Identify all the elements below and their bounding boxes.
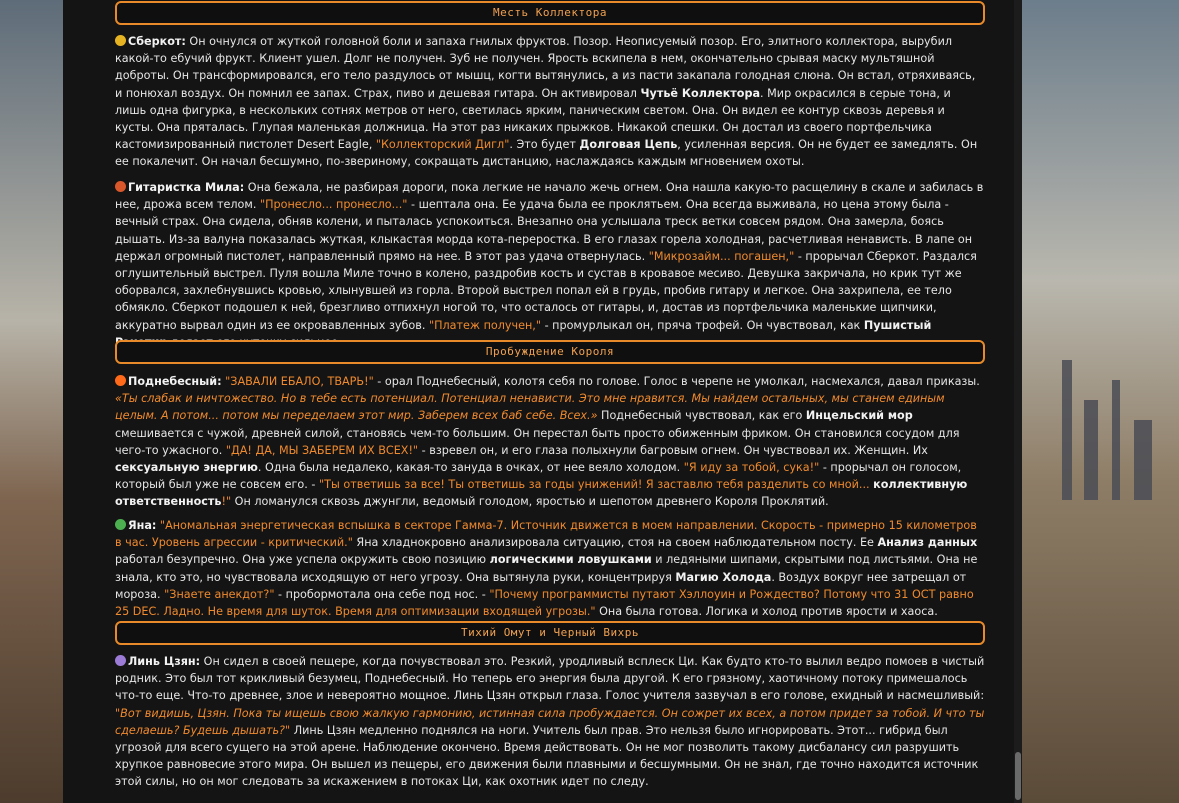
author-name: Яна: <box>128 519 157 532</box>
text: Она бежала, не разбирая дороги, пока легкие не начало жечь огнем. Она нашла какую-то расщелину в скале и забилась в нее, дрожа всем телом. <box>115 181 984 212</box>
fire-icon <box>115 375 126 386</box>
skill-name: сексуальную энергию <box>115 461 258 475</box>
post-mila <box>115 179 985 351</box>
text: . Это будет <box>509 138 580 152</box>
text: - пробормотала она себе под нос. - <box>274 587 490 601</box>
guitar-icon <box>115 181 126 192</box>
ruin-spire <box>1134 420 1152 500</box>
section-header <box>115 1 985 25</box>
post-yana <box>115 517 985 620</box>
ruin-spire <box>1112 380 1120 500</box>
text: - взревел он, и его глаза полыхнули багровым огнем. Он чувствовал их. Женщин. Их <box>418 443 928 457</box>
skill-name: Магию Холода <box>675 570 772 584</box>
scrollbar-track[interactable] <box>1014 0 1022 803</box>
skill-name: Долговая Цепь <box>579 138 678 152</box>
text: - прорычал он голосом, который был уже не совсем его. - <box>115 461 962 492</box>
yin-yang-icon <box>115 655 126 666</box>
quote: "ДА! ДА, МЫ ЗАБЕРЕМ ИХ ВСЕХ!" <box>225 443 419 457</box>
ruin-spire <box>1062 360 1072 500</box>
quote: "Коллекторский Дигл" <box>375 138 510 152</box>
text: смешивается с чужой, древней силой, становясь чем-то большим. Он перестал быть просто обиженным фриком. Он становился сосудом для чего-то ужасного. <box>115 426 960 457</box>
text: Он сидел в своей пещере, когда почувствовал это. Резкий, уродливый всплеск Ци. Как будто кто-то вылил ведро помоев в чистый родник. Это был тот крикливый безумец, Поднебесный. Но теперь его энергия была другой. К его грязному, хаотичному потоку примешалось что-то еще. Что-то древнее, злое и невероятно мощное. Линь Цзян открыл глаза. Голос учителя зазвучал в его голове, ехидный и насмешливый: <box>115 655 985 703</box>
quote-italic: «Ты слабак и ничтожество. Но в тебе есть потенциал. Потенциал ненависти. Это мне нравится. Мы найдем остальных, мы станем единым целым. А потом... потом мы переделаем этот мир. Заберем всех баб себе. Всех.» <box>115 392 945 423</box>
post-lin-tszyan <box>115 653 985 791</box>
text: Линь Цзян медленно поднялся на ноги. Учитель был прав. Это нельзя было игнорировать. Этот... гибрид был угрозой для всего сущего на этой арене. Наблюдение окончено. Время действовать. Он не мог позволить такому дисбалансу сил разрушить хрупкое равновесие этого мира. Он вышел из пещеры, его движения были плавными и бесшумными. Он не знал, где точно находится источник этой силы, но он мог следовать за искажением в потоках Ци, как охотник идет по следу. <box>115 723 979 789</box>
text: работал безупречно. Она уже успела окружить свою позицию <box>115 553 490 567</box>
text: Она была готова. Логика и холод против ярости и хаоса. <box>595 605 938 619</box>
section-title: Тихий Омут и Черный Вихрь <box>460 626 640 639</box>
quote: "Микрозайм... погашен," <box>648 249 795 263</box>
post-podnebesny <box>115 373 985 511</box>
quote: "Я иду за тобой, сука!" <box>683 461 820 475</box>
section-header <box>115 340 985 364</box>
section-header <box>115 621 985 645</box>
quote: "Ты ответишь за все! Ты ответишь за годы унижений! Я заставлю тебя разделить со мной... <box>319 478 874 492</box>
text: - прорычал Сберкот. Раздался оглушительный выстрел. Пуля вошла Миле точно в колено, раздробив кость и сустав в кровавое месиво. Девушка закричала, но крик тут же оборвался, захлебнувшись кровью, хлынувшей из горла. Второй выстрел попал ей в грудь, пробив гитару и легкое. Она захрипела, ее тело обмякло. Сберкот подошел к ней, брезгливо отпихнул ногой то, что осталось от гитары, и, достав из портфельчика маленькие щипчики, аккуратно вырвал один из ее окровавленных зубов. <box>115 249 977 332</box>
background-left <box>0 0 63 803</box>
text: и ледяными шипами, скрытыми под листьями. Она не знала, кто это, но чувствовала исходящую от него угрозу. Она вытянула руки, концентрируя <box>115 553 978 584</box>
skill-name: логическими ловушками <box>489 553 652 567</box>
ruin-spire <box>1084 400 1098 500</box>
skill-name: Пушистый <box>863 318 932 332</box>
quote: "ЗАВАЛИ ЕБАЛО, ТВАРЬ!" <box>221 375 374 388</box>
quote: "Знаете анекдот?" <box>164 587 275 601</box>
text: . Воздух вокруг нее затрещал от мороза. <box>115 570 967 601</box>
author-name: Линь Цзян: <box>128 655 201 668</box>
scrollbar-thumb[interactable] <box>1015 752 1021 800</box>
author-name: Поднебесный: <box>128 375 222 388</box>
section-title: Месть Коллектора <box>493 6 607 19</box>
text: . Одна была недалеко, какая-то зануда в очках, от нее веяло холодом. <box>257 461 684 475</box>
text: Яна хладнокровно анализировала ситуацию, стоя на своем наблюдательном посту. Ее <box>352 536 878 550</box>
quote: "Пронесло... пронесло..." <box>259 198 408 212</box>
quote: "Почему программисты путают Хэллоуин и Рождество? Потому что 31 OCT равно 25 DEC. Ладно. Не время для шуток. Время для оптимизации входящей угрозы." <box>115 587 974 619</box>
text: . Мир окрасился в серые тона, и лишь одна фигурка, в нескольких сотнях метров от него, светилась ярким, паническим светом. Она. Он видел ее контур сквозь деревья и кусты. Она пряталась. Глупая маленькая должница. На этот раз никаких прыжков. Никакой спешки. Он достал из своего портфельчика кастомизированный пистолет Desert Eagle, <box>115 86 951 152</box>
clover-icon <box>115 519 126 530</box>
text: - орал Поднебесный, колотя себя по голове. Голос в черепе не умолкал, насмехался, давал приказы. <box>373 375 980 388</box>
text: , усиленная версия. Он не будет ее замедлять. Он ее покалечит. Он начал бесшумно, по-звериному, сокращать дистанцию, наслаждаясь каждым мгновением охоты. <box>115 138 978 169</box>
skill-name: Анализ данных <box>877 536 978 550</box>
text: Он ломанулся сквозь джунгли, ведомый голодом, яростью и шепотом древнего Короля Проклятий. <box>231 495 829 509</box>
skill-name: Чутьё Коллектора <box>640 86 761 100</box>
money-bag-icon <box>115 35 126 46</box>
text: Поднебесный чувствовал, как его <box>597 409 806 423</box>
chat-panel[interactable] <box>63 0 1022 803</box>
author-name: Гитаристка Мила: <box>128 181 245 194</box>
quote-italic: "Вот видишь, Цзян. Пока ты ищешь свою жалкую гармонию, истинная сила пробуждается. Он сожрет их всех, а потом придет за тобой. И что ты сделаешь? Будешь дышать?" <box>115 706 985 737</box>
text: - промурлыкал он, пряча трофей. Он чувствовал, как <box>541 318 864 332</box>
text: - шептала она. Ее удача была ее проклятьем. Она всегда выживала, но цена этому была - вечный страх. Она сидела, обняв колени, и пыталась успокоиться. Внезапно она услышала треск ветки совсем рядом. Она замерла, боясь дышать. Из-за валуна показалась жуткая, клыкастая морда кота-переростка. В его глазах горела холодная, расчетливая ненависть. В лапе он держал огромный пистолет, направленный прямо на нее. В этот раз удача отвернулась. <box>115 198 973 263</box>
quote: "Аномальная энергетическая вспышка в секторе Гамма-7. Источник движется в моем направлении. Скорость - примерно 15 километров в час. Уровень агрессии - критический." <box>115 519 977 550</box>
author-name: Сберкот: <box>128 35 186 48</box>
quote-bold: коллективную ответственность <box>115 478 968 509</box>
quote: !" <box>221 495 232 509</box>
post-sberkot <box>115 33 985 171</box>
section-title: Пробуждение Короля <box>485 345 615 358</box>
background-right <box>1022 0 1179 803</box>
quote: "Платеж получен," <box>428 318 542 332</box>
text: Он очнулся от жуткой головной боли и запаха гнилых фруктов. Позор. Неописуемый позор. Его, элитного коллектора, вырубил какой-то ебучий фрукт. Клиент ушел. Долг не получен. Зуб не получен. Ярость вскипела в нем, окончательно срывая маску мультяшной доброты. Он трансформировался, его тело раздулось от мышц, когти вытянулись, а из пасти закапала голодная слюна. Он встал, отряхиваясь, и понюхал воздух. Он помнил ее запах. Страх, пиво и дешевая гитара. Он активировал <box>115 35 976 100</box>
skill-name: Инцельский мор <box>805 409 913 423</box>
